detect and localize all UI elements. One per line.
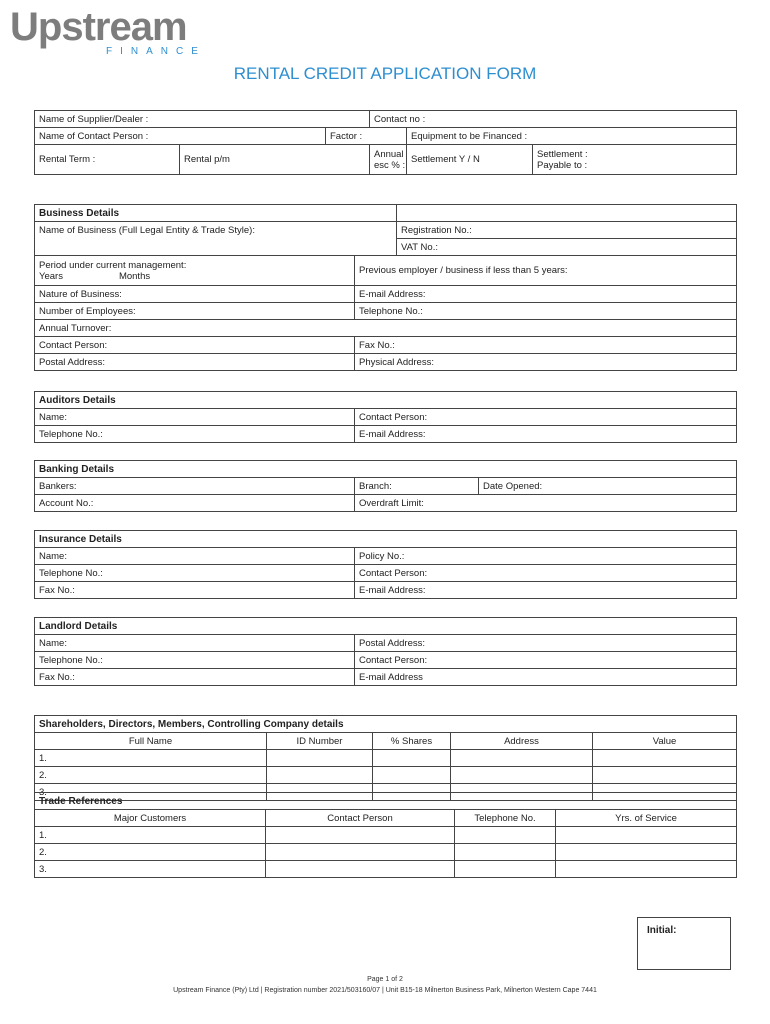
date-opened-field[interactable]: Date Opened: — [479, 478, 737, 495]
trade-contact-cell[interactable] — [266, 827, 455, 844]
auditors-email-field[interactable]: E-mail Address: — [355, 426, 737, 443]
equipment-field[interactable]: Equipment to be Financed : — [407, 128, 737, 145]
shareholder-shares-cell[interactable] — [373, 767, 451, 784]
landlord-email-field[interactable]: E-mail Address — [355, 669, 737, 686]
period-field[interactable] — [35, 256, 355, 286]
annual-esc-field[interactable] — [370, 145, 407, 175]
table-row — [35, 827, 737, 844]
logo-wordmark: Upstream — [10, 5, 187, 49]
account-field[interactable]: Account No.: — [35, 495, 355, 512]
initial-label: Initial: — [647, 925, 677, 936]
auditors-table — [34, 391, 737, 443]
insurance-fax-field[interactable]: Fax No.: — [35, 582, 355, 599]
bankers-field[interactable]: Bankers: — [35, 478, 355, 495]
registration-field[interactable]: Registration No.: — [397, 222, 737, 239]
factor-field[interactable]: Factor : — [326, 128, 407, 145]
shareholders-heading: Shareholders, Directors, Members, Controlling Company details — [35, 716, 737, 733]
trade-contact-cell[interactable] — [266, 844, 455, 861]
auditors-heading: Auditors Details — [35, 392, 737, 409]
supplier-table — [34, 110, 737, 175]
landlord-contact-field[interactable]: Contact Person: — [355, 652, 737, 669]
business-name-field[interactable]: Name of Business (Full Legal Entity & Trade Style): — [35, 222, 397, 256]
annual-esc-label-2: esc % : — [374, 159, 406, 171]
landlord-fax-field[interactable]: Fax No.: — [35, 669, 355, 686]
auditors-name-field[interactable]: Name: — [35, 409, 355, 426]
insurance-telephone-field[interactable]: Telephone No.: — [35, 565, 355, 582]
shareholders-col-value: Value — [593, 733, 737, 750]
insurance-contact-field[interactable]: Contact Person: — [355, 565, 737, 582]
shareholder-address-cell[interactable] — [451, 750, 593, 767]
insurance-email-field[interactable]: E-mail Address: — [355, 582, 737, 599]
trade-row-number[interactable]: 3. — [35, 861, 266, 878]
trade-col-customers: Major Customers — [35, 810, 266, 827]
trade-col-years: Yrs. of Service — [556, 810, 737, 827]
business-fax-field[interactable]: Fax No.: — [355, 337, 737, 354]
business-telephone-field[interactable]: Telephone No.: — [355, 303, 737, 320]
employees-field[interactable]: Number of Employees: — [35, 303, 355, 320]
trade-col-telephone: Telephone No. — [455, 810, 556, 827]
trade-telephone-cell[interactable] — [455, 844, 556, 861]
trade-col-contact: Contact Person — [266, 810, 455, 827]
trade-telephone-cell[interactable] — [455, 861, 556, 878]
shareholder-shares-cell[interactable] — [373, 750, 451, 767]
payable-to-label: Payable to : — [537, 159, 588, 171]
shareholders-col-address: Address — [451, 733, 593, 750]
nature-field[interactable]: Nature of Business: — [35, 286, 355, 303]
business-blank-cell — [397, 205, 737, 222]
annual-esc-label-1: Annual — [374, 148, 404, 160]
shareholder-id-cell[interactable] — [267, 750, 373, 767]
shareholder-id-cell[interactable] — [267, 767, 373, 784]
trade-heading: Trade References — [35, 793, 737, 810]
business-heading: Business Details — [35, 205, 397, 222]
logo-subtitle: FINANCE — [106, 46, 206, 57]
policy-field[interactable]: Policy No.: — [355, 548, 737, 565]
shareholder-row-number[interactable]: 1. — [35, 750, 267, 767]
previous-employer-field[interactable]: Previous employer / business if less than 5 years: — [355, 256, 737, 286]
vat-field[interactable]: VAT No.: — [397, 239, 737, 256]
turnover-field[interactable]: Annual Turnover: — [35, 320, 737, 337]
shareholders-col-fullname: Full Name — [35, 733, 267, 750]
settlement-payable-field[interactable] — [533, 145, 737, 175]
contact-no-field[interactable]: Contact no : — [370, 111, 737, 128]
supplier-field[interactable]: Name of Supplier/Dealer : — [35, 111, 370, 128]
overdraft-field[interactable]: Overdraft Limit: — [355, 495, 737, 512]
page-number: Page 1 of 2 — [367, 976, 403, 983]
shareholders-table — [34, 715, 737, 801]
form-title: RENTAL CREDIT APPLICATION FORM — [233, 64, 537, 83]
business-physical-field[interactable]: Physical Address: — [355, 354, 737, 371]
shareholders-col-shares: % Shares — [373, 733, 451, 750]
trade-references-table — [34, 792, 737, 878]
trade-years-cell[interactable] — [556, 844, 737, 861]
rental-term-field[interactable]: Rental Term : — [35, 145, 180, 175]
banking-table — [34, 460, 737, 512]
table-row — [35, 861, 737, 878]
business-contact-field[interactable]: Contact Person: — [35, 337, 355, 354]
shareholders-col-id: ID Number — [267, 733, 373, 750]
table-row — [35, 767, 737, 784]
period-label: Period under current management: — [39, 259, 187, 271]
landlord-telephone-field[interactable]: Telephone No.: — [35, 652, 355, 669]
landlord-table — [34, 617, 737, 686]
trade-row-number[interactable]: 1. — [35, 827, 266, 844]
rental-pm-field[interactable]: Rental p/m — [180, 145, 370, 175]
trade-telephone-cell[interactable] — [455, 827, 556, 844]
shareholder-row-number[interactable]: 3. — [35, 784, 267, 801]
shareholder-row-number[interactable]: 2. — [35, 767, 267, 784]
table-row — [35, 844, 737, 861]
landlord-heading: Landlord Details — [35, 618, 737, 635]
shareholder-value-cell[interactable] — [593, 767, 737, 784]
auditors-telephone-field[interactable]: Telephone No.: — [35, 426, 355, 443]
business-details-table — [34, 204, 737, 371]
settlement-yn-field[interactable]: Settlement Y / N — [407, 145, 533, 175]
insurance-name-field[interactable]: Name: — [35, 548, 355, 565]
auditors-contact-field[interactable]: Contact Person: — [355, 409, 737, 426]
trade-years-cell[interactable] — [556, 827, 737, 844]
shareholder-address-cell[interactable] — [451, 767, 593, 784]
contact-person-field[interactable]: Name of Contact Person : — [35, 128, 326, 145]
business-postal-field[interactable]: Postal Address: — [35, 354, 355, 371]
shareholder-value-cell[interactable] — [593, 750, 737, 767]
trade-years-cell[interactable] — [556, 861, 737, 878]
insurance-table — [34, 530, 737, 599]
table-row — [35, 750, 737, 767]
initial-box[interactable] — [637, 917, 731, 970]
insurance-heading: Insurance Details — [35, 531, 737, 548]
landlord-name-field[interactable]: Name: — [35, 635, 355, 652]
company-logo — [10, 5, 220, 57]
trade-row-number[interactable]: 2. — [35, 844, 266, 861]
banking-heading: Banking Details — [35, 461, 737, 478]
settlement-label: Settlement : — [537, 148, 588, 160]
footer-company-info: Upstream Finance (Pty) Ltd | Registration number 2021/503160/07 | Unit B15-18 Milnerton Business Park, Milnerton Western Cape 7441 — [173, 987, 597, 994]
trade-contact-cell[interactable] — [266, 861, 455, 878]
business-email-field[interactable]: E-mail Address: — [355, 286, 737, 303]
branch-field[interactable]: Branch: — [355, 478, 479, 495]
landlord-postal-field[interactable]: Postal Address: — [355, 635, 737, 652]
months-label: Months — [118, 270, 151, 282]
years-label: Years — [39, 270, 63, 282]
